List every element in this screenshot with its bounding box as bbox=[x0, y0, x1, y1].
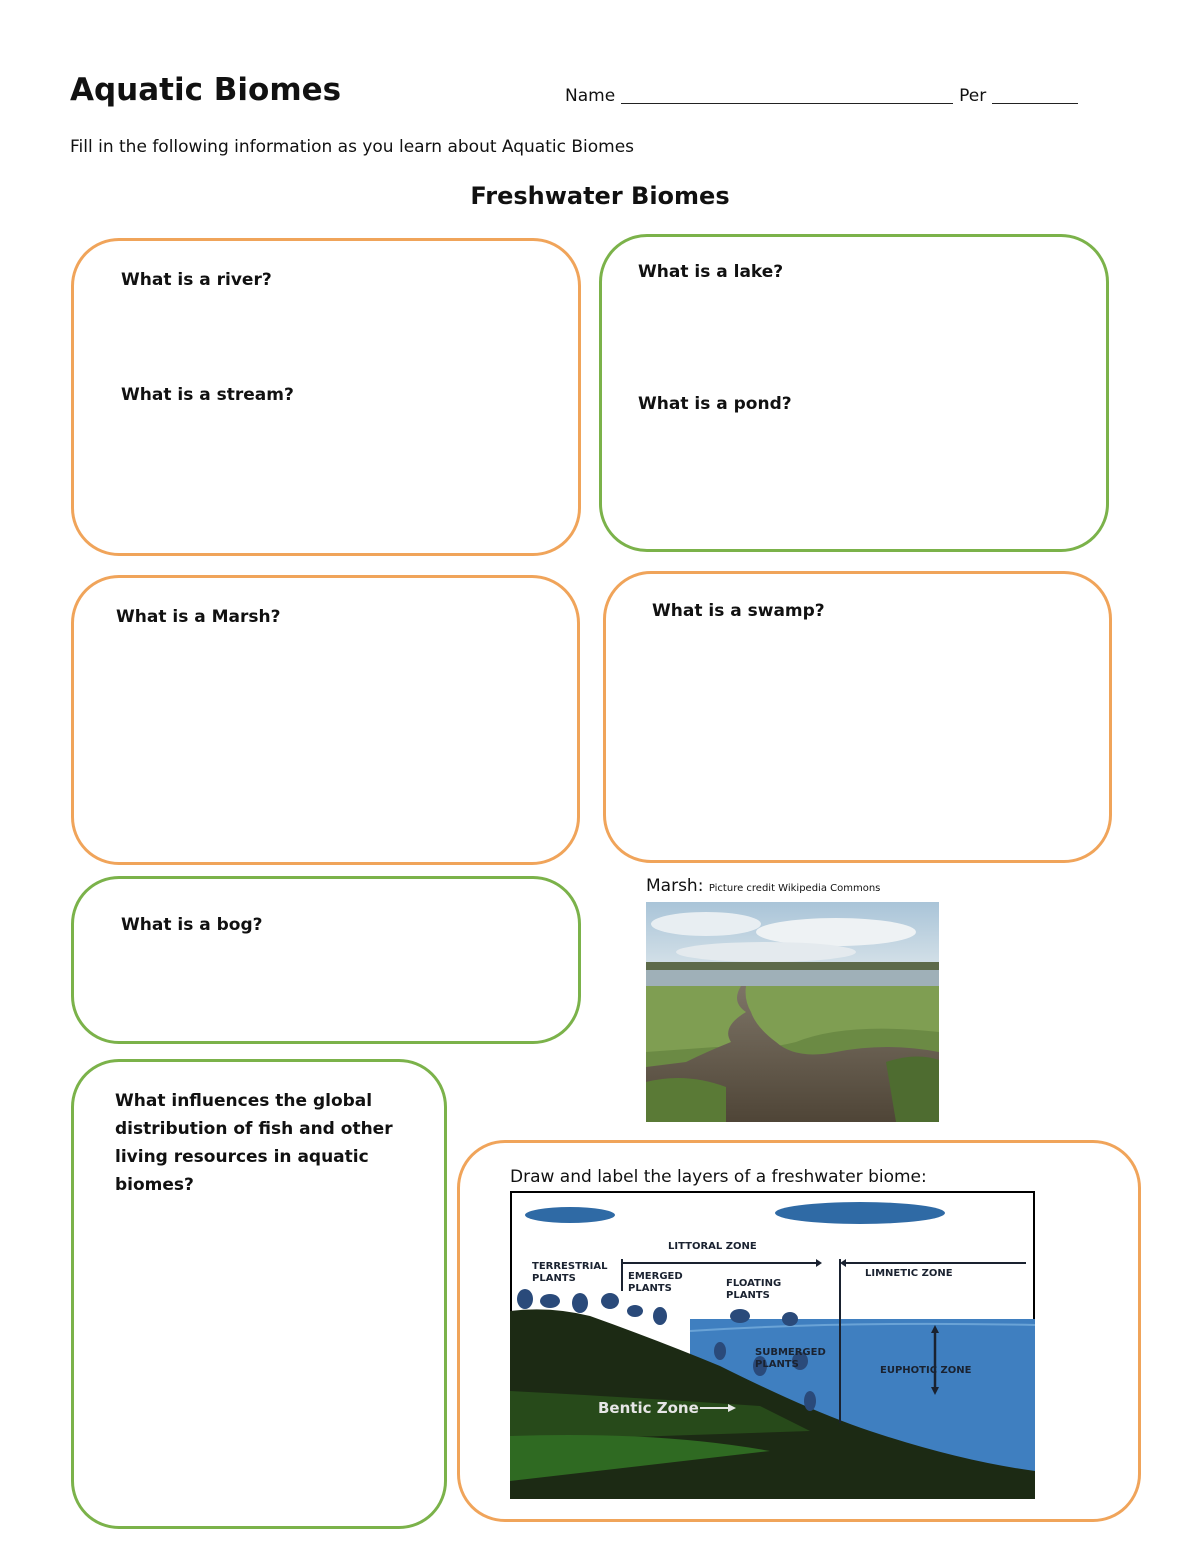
per-label: Per bbox=[959, 86, 987, 106]
marsh-caption-label: Marsh: bbox=[646, 876, 704, 896]
freshwater-zones-diagram bbox=[510, 1191, 1035, 1499]
question-bog: What is a bog? bbox=[121, 915, 263, 935]
name-per-line bbox=[565, 86, 1078, 106]
label-floating-plants: PLANTS bbox=[726, 1290, 770, 1301]
question-influences-line: living resources in aquatic bbox=[115, 1147, 369, 1167]
marsh-photo bbox=[646, 902, 939, 1122]
photo-credit: Picture credit Wikipedia Commons bbox=[708, 883, 881, 894]
label-terrestrial-plants: TERRESTRIAL bbox=[532, 1261, 608, 1272]
marsh-photo-caption bbox=[646, 876, 880, 896]
name-blank[interactable] bbox=[621, 103, 953, 104]
bog-box[interactable] bbox=[71, 876, 581, 1044]
question-river: What is a river? bbox=[121, 270, 272, 290]
per-blank[interactable] bbox=[992, 103, 1078, 104]
label-terrestrial-plants: PLANTS bbox=[532, 1273, 576, 1284]
question-swamp: What is a swamp? bbox=[652, 601, 825, 621]
label-emerged-plants: PLANTS bbox=[628, 1283, 672, 1294]
page-title: Aquatic Biomes bbox=[70, 72, 342, 108]
question-influences bbox=[115, 1087, 393, 1199]
label-floating-plants: FLOATING bbox=[726, 1278, 782, 1289]
label-bentic-zone: Bentic Zone bbox=[598, 1399, 699, 1417]
cloud-icon bbox=[775, 1202, 945, 1224]
label-submerged-plants: SUBMERGED bbox=[755, 1347, 826, 1358]
question-influences-line: What influences the global bbox=[115, 1091, 373, 1111]
question-marsh: What is a Marsh? bbox=[116, 607, 281, 627]
question-lake: What is a lake? bbox=[638, 262, 784, 282]
question-influences-line: biomes? bbox=[115, 1175, 194, 1195]
label-submerged-plants: PLANTS bbox=[755, 1359, 799, 1370]
cloud-icon bbox=[525, 1207, 615, 1223]
question-stream: What is a stream? bbox=[121, 385, 294, 405]
question-pond: What is a pond? bbox=[638, 394, 792, 414]
label-limnetic-zone: LIMNETIC ZONE bbox=[865, 1268, 953, 1279]
question-influences-line: distribution of fish and other bbox=[115, 1119, 393, 1139]
diagram-prompt: Draw and label the layers of a freshwater biome: bbox=[510, 1167, 927, 1187]
name-label: Name bbox=[565, 86, 616, 106]
label-euphotic-zone: EUPHOTIC ZONE bbox=[880, 1365, 972, 1376]
section-heading: Freshwater Biomes bbox=[470, 182, 730, 210]
label-emerged-plants: EMERGED bbox=[628, 1271, 683, 1282]
label-littoral-zone: LITTORAL ZONE bbox=[668, 1241, 757, 1252]
instructions: Fill in the following information as you learn about Aquatic Biomes bbox=[70, 137, 635, 157]
